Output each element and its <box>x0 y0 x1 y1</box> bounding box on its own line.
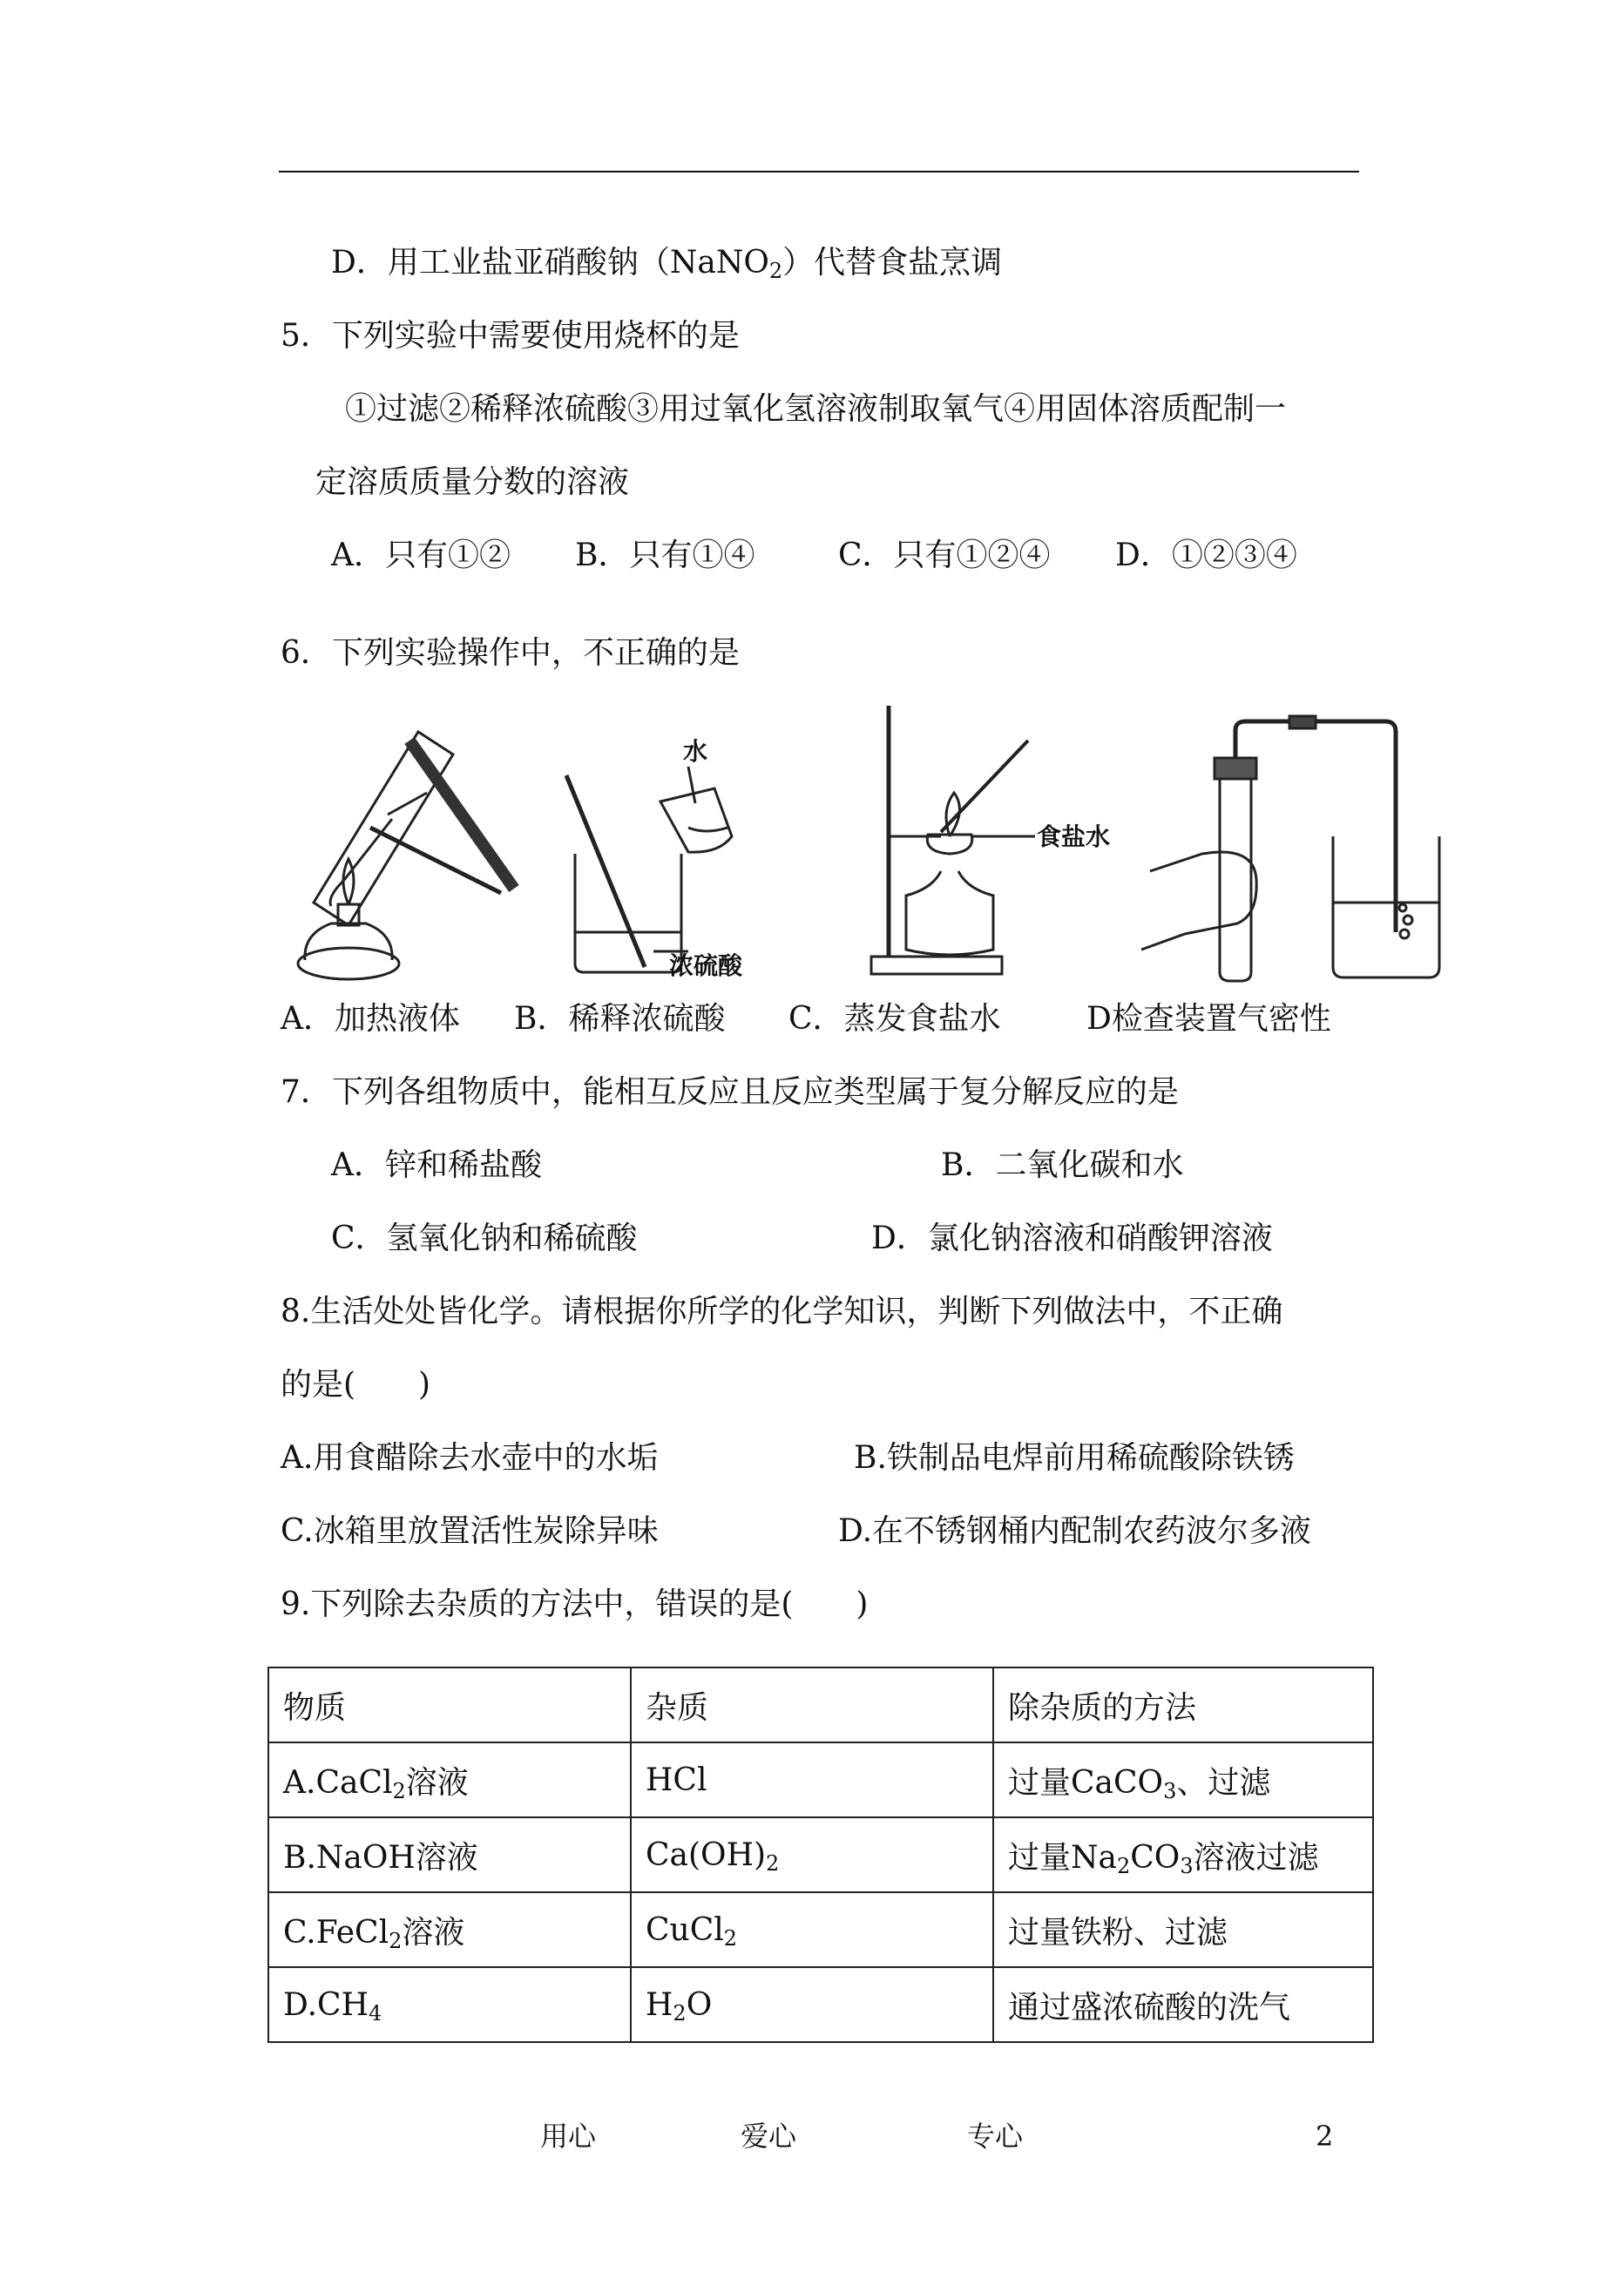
footer-text-1: 用心 <box>540 2120 597 2153</box>
label-conc-acid: 浓硫酸 <box>669 951 743 980</box>
header-rule <box>279 171 1359 172</box>
q8-option-d: D.在不锈钢桶内配制农药波尔多液 <box>838 1513 1312 1549</box>
q4-option-d: D．用工业盐亚硝酸钠（NaNO$_2$）代替食盐烹调 <box>331 245 1003 283</box>
footer-text-2: 爱心 <box>741 2120 797 2153</box>
q6-stem: 6．下列实验操作中，不正确的是 <box>281 635 740 671</box>
q8-option-c: C.冰箱里放置活性炭除异味 <box>281 1513 659 1549</box>
cell-method: 通过盛浓硫酸的洗气 <box>993 1967 1373 2042</box>
cell-impurity: $H_2O$ <box>631 1967 993 2042</box>
cell-impurity: HCl <box>631 1742 993 1817</box>
q8-option-a: A.用食醋除去水壶中的水垢 <box>281 1440 659 1476</box>
table-row <box>268 1967 1373 2042</box>
header-impurity: 杂质 <box>631 1667 993 1742</box>
table-row <box>268 1817 1373 1892</box>
figure-d-airtightness <box>1141 716 1439 981</box>
q6-apparatus-figures <box>279 706 1455 993</box>
q7-option-c: C．氢氧化钠和稀硫酸 <box>331 1221 638 1256</box>
q6-caption-d: D检查装置气密性 <box>1086 1001 1331 1037</box>
header-substance: 物质 <box>268 1667 631 1742</box>
q5-stem: 5．下列实验中需要使用烧杯的是 <box>281 318 740 354</box>
q8-stem-line1: 8.生活处处皆化学。请根据你所学的化学知识，判断下列做法中，不正确 <box>281 1294 1283 1329</box>
cell-method: 过量CaCO$_3$、过滤 <box>993 1742 1373 1817</box>
q5-option-b: B．只有①④ <box>575 538 755 573</box>
table-row <box>268 1892 1373 1967</box>
label-water: 水 <box>683 737 708 766</box>
figure-b-diluting-acid <box>566 767 732 972</box>
cell-substance: A.CaCl$_2$溶液 <box>268 1742 631 1817</box>
cell-substance: B.NaOH溶液 <box>268 1817 631 1892</box>
q7-option-a: A．锌和稀盐酸 <box>331 1147 542 1183</box>
q6-caption-c: C．蒸发食盐水 <box>788 1001 1001 1037</box>
footer-text-3: 专心 <box>967 2120 1024 2153</box>
figure-a-heating-liquid <box>298 732 514 979</box>
cell-impurity: $Ca(OH)_2$ <box>631 1817 993 1892</box>
q8-stem-line2: 的是( ) <box>281 1367 431 1403</box>
q7-stem: 7．下列各组物质中，能相互反应且反应类型属于复分解反应的是 <box>281 1074 1179 1110</box>
cell-method: 过量$Na_2CO_3$溶液过滤 <box>993 1817 1373 1892</box>
q9-stem: 9.下列除去杂质的方法中，错误的是( ) <box>281 1586 869 1622</box>
q6-caption-b: B．稀释浓硫酸 <box>514 1001 726 1037</box>
q5-body-line1: ①过滤②稀释浓硫酸③用过氧化氢溶液制取氧气④用固体溶质配制一 <box>345 391 1287 427</box>
cell-method: 过量铁粉、过滤 <box>993 1892 1373 1967</box>
figure-c-evaporating <box>871 706 1035 974</box>
label-salt-water: 食盐水 <box>1037 822 1111 851</box>
q5-body-line2: 定溶质质量分数的溶液 <box>315 464 630 500</box>
q6-caption-a: A．加热液体 <box>281 1001 460 1037</box>
q9-table <box>267 1667 1374 2043</box>
q5-option-a: A．只有①② <box>331 538 511 573</box>
q7-option-d: D．氯化钠溶液和硝酸钾溶液 <box>871 1221 1273 1256</box>
q8-option-b: B.铁制品电焊前用稀硫酸除铁锈 <box>854 1440 1295 1476</box>
table-header-row <box>268 1667 1373 1742</box>
cell-substance: $D.CH_4$ <box>268 1967 631 2042</box>
q7-option-b: B．二氧化碳和水 <box>941 1147 1184 1183</box>
q5-option-c: C．只有①②④ <box>838 538 1051 573</box>
table-row <box>268 1742 1373 1817</box>
cell-substance: C.FeCl$_2$溶液 <box>268 1892 631 1967</box>
q5-option-d: D．①②③④ <box>1115 538 1297 573</box>
header-method: 除杂质的方法 <box>993 1667 1373 1742</box>
page-number: 2 <box>1316 2120 1334 2153</box>
cell-impurity: CuCl$_2$ <box>631 1892 993 1967</box>
